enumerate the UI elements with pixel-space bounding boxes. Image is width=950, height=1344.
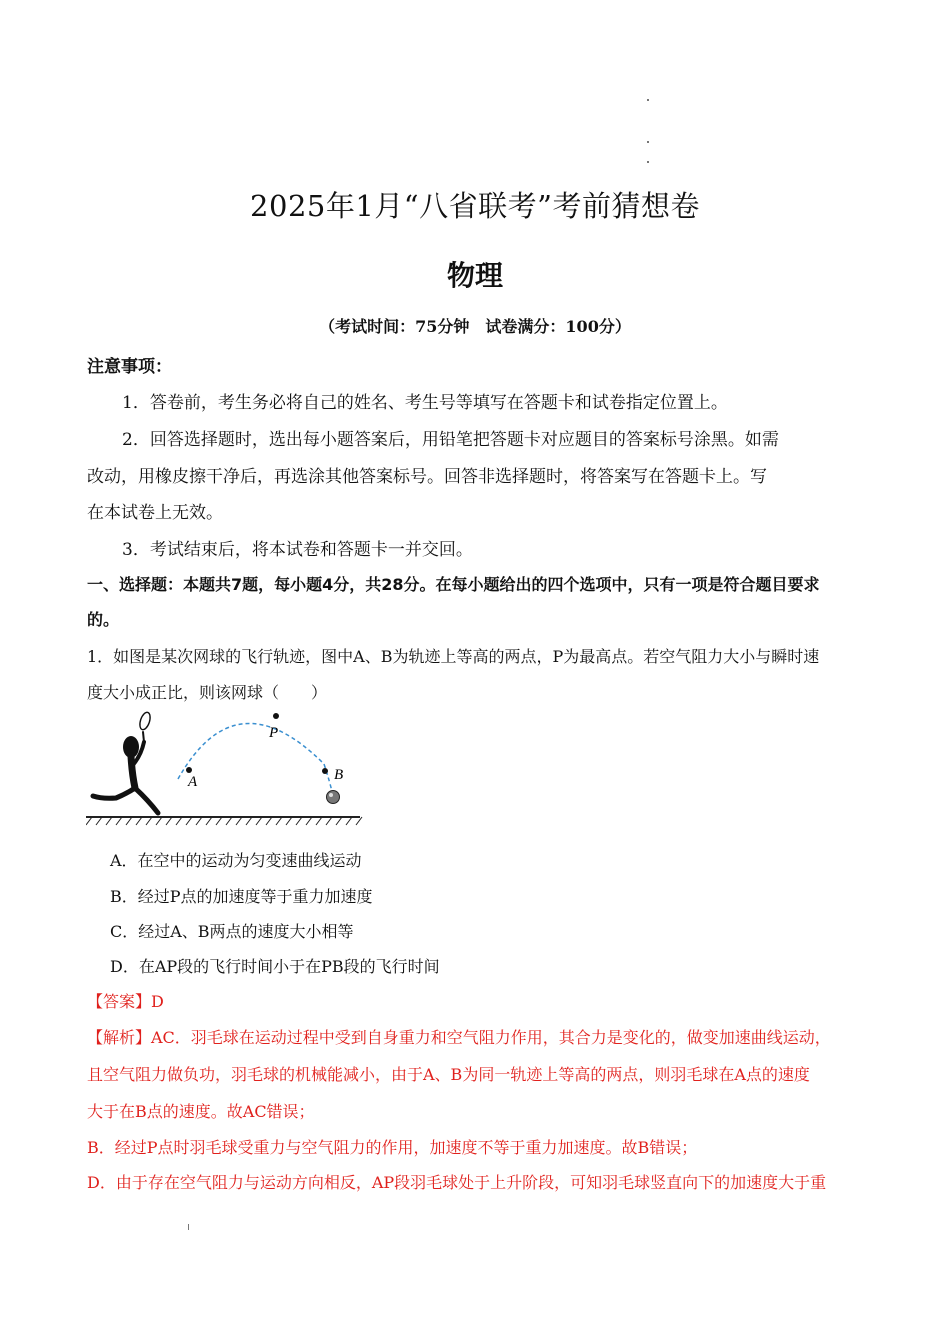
page-mark <box>647 99 649 101</box>
notice-item-3: 3．考试结束后，将本试卷和答题卡一并交回。 <box>122 540 473 560</box>
notice-item-2: 2．回答选择题时，选出每小题答案后，用铅笔把答题卡对应题目的答案标号涂黑。如需 <box>122 430 779 450</box>
label-b: B <box>334 767 344 783</box>
player-figure <box>93 711 158 813</box>
analysis-line: 大于在B点的速度。故AC错误； <box>87 1102 315 1121</box>
notice-item-2-cont: 在本试卷上无效。 <box>87 503 223 523</box>
section-heading: 一、选择题：本题共7题，每小题4分，共28分。在每小题给出的四个选项中，只有一项是符合题目要求 <box>87 575 820 594</box>
analysis-line: D．由于存在空气阻力与运动方向相反，AP段羽毛球处于上升阶段，可知羽毛球竖直向下的加速度大于重 <box>87 1173 827 1192</box>
trajectory-curve <box>178 723 324 779</box>
page-mark <box>647 141 649 143</box>
point-b-marker <box>322 768 328 774</box>
page-mark <box>188 1224 189 1230</box>
notice-heading: 注意事项： <box>87 357 172 377</box>
section-heading-cont: 的。 <box>87 610 120 629</box>
analysis-line: 【解析】AC．羽毛球在运动过程中受到自身重力和空气阻力作用，其合力是变化的，做变加速曲线运动， <box>87 1028 831 1047</box>
option-a: A．在空中的运动为匀变速曲线运动 <box>110 851 362 870</box>
tennis-trajectory-figure <box>86 704 366 830</box>
analysis-line: 且空气阻力做负功，羽毛球的机械能减小，由于A、B为同一轨迹上等高的两点，则羽毛球在A点的速度 <box>87 1065 810 1084</box>
ball-highlight <box>329 793 333 797</box>
analysis-line: B．经过P点时羽毛球受重力与空气阻力的作用，加速度不等于重力加速度。故B错误； <box>87 1138 698 1157</box>
option-b: B．经过P点的加速度等于重力加速度 <box>110 887 373 906</box>
label-p: P <box>269 725 279 741</box>
tennis-ball <box>327 791 340 804</box>
notice-item-2-cont: 改动，用橡皮擦干净后，再选涂其他答案标号。回答非选择题时，将答案写在答题卡上。写 <box>87 467 767 487</box>
ground-hatching <box>86 817 362 825</box>
subject-title: 物理 <box>446 259 503 292</box>
notice-item-1: 1．答卷前，考生务必将自己的姓名、考生号等填写在答题卡和试卷指定位置上。 <box>122 393 728 413</box>
answer: 【答案】D <box>87 992 164 1011</box>
question-1-stem-cont: 度大小成正比，则该网球（ ） <box>87 683 328 702</box>
page-mark <box>647 161 649 163</box>
point-p-marker <box>273 713 279 719</box>
option-d: D．在AP段的飞行时间小于在PB段的飞行时间 <box>110 957 440 976</box>
label-a: A <box>188 774 198 790</box>
exam-info: （考试时间：75分钟 试卷满分：100分） <box>319 317 631 336</box>
exam-title: 2025年1月“八省联考”考前猜想卷 <box>250 189 700 223</box>
point-a-marker <box>186 767 192 773</box>
question-1-stem: 1．如图是某次网球的飞行轨迹，图中A、B为轨迹上等高的两点，P为最高点。若空气阻力大小与瞬时速 <box>87 647 820 666</box>
option-c: C．经过A、B两点的速度大小相等 <box>110 922 354 941</box>
